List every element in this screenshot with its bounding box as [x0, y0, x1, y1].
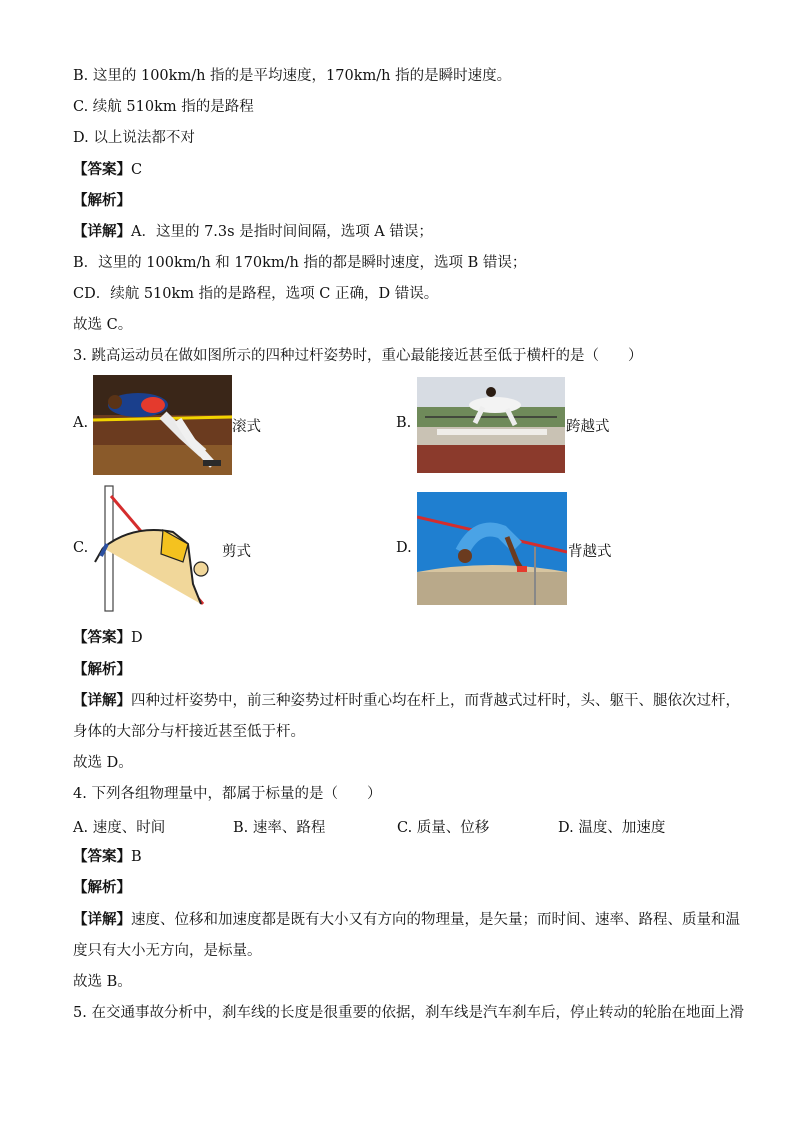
detail-text: 四种过杆姿势中，前三种姿势过杆时重心均在杆上，而背越式过杆时，头、躯干、腿依次过杆，	[131, 693, 740, 709]
scissors-style-drawing	[93, 484, 222, 613]
fosbury-flop-photo	[417, 492, 567, 605]
q3-option-c-caption: 剪式	[222, 544, 251, 560]
line-option-b: B. 这里的 100km/h 指的是平均速度，170km/h 指的是瞬时速度。	[73, 68, 512, 84]
q3-option-b-letter: B.	[396, 415, 412, 431]
conclusion-q3: 故选 D。	[73, 755, 133, 771]
q3-option-b-caption: 跨越式	[566, 419, 610, 435]
q3-option-d-caption: 背越式	[568, 544, 612, 560]
answer-line-q2	[73, 160, 142, 180]
detail-text: 速度、位移和加速度都是既有大小又有方向的物理量，是矢量；而时间、速率、路程、质量和温	[131, 912, 740, 928]
roll-style-photo	[93, 375, 232, 475]
detail-line-q2-cd: CD．续航 510km 指的是路程，选项 C 正确，D 错误。	[73, 286, 439, 302]
line-option-c: C. 续航 510km 指的是路程	[73, 99, 254, 115]
q4-option-a: A. 速度、时间	[73, 820, 166, 836]
question-5: 5. 在交通事故分析中，刹车线的长度是很重要的依据，刹车线是汽车刹车后，停止转动的轮胎在地面上滑	[73, 1005, 744, 1021]
question-3: 3. 跳高运动员在做如图所示的四种过杆姿势时，重心最能接近甚至低于横杆的是（ ）	[73, 348, 643, 364]
detail-line-q4-1	[73, 910, 740, 930]
conclusion-q4: 故选 B。	[73, 974, 132, 990]
answer-value: D	[131, 630, 143, 646]
q3-option-a-caption: 滚式	[232, 419, 261, 435]
detail-tag: 【详解】	[73, 692, 131, 709]
q3-option-a-letter: A.	[73, 415, 89, 431]
detail-line-q3-1	[73, 691, 740, 711]
detail-tag: 【详解】	[73, 223, 131, 240]
detail-text: A．这里的 7.3s 是指时间间隔，选项 A 错误；	[131, 224, 433, 240]
answer-line-q4	[73, 847, 142, 867]
analysis-tag-q2: 【解析】	[73, 192, 131, 209]
line-option-d: D. 以上说法都不对	[73, 130, 195, 146]
answer-line-q3	[73, 628, 143, 648]
analysis-tag-q4: 【解析】	[73, 879, 131, 896]
answer-tag: 【答案】	[73, 629, 131, 646]
q4-option-c: C. 质量、位移	[397, 820, 490, 836]
detail-line-q2-b: B．这里的 100km/h 和 170km/h 指的都是瞬时速度，选项 B 错误；	[73, 255, 527, 271]
detail-line-q4-2: 度只有大小无方向，是标量。	[73, 943, 262, 959]
answer-value: C	[131, 162, 143, 178]
detail-line-q3-2: 身体的大部分与杆接近甚至低于杆。	[73, 724, 305, 740]
question-4: 4. 下列各组物理量中，都属于标量的是（ ）	[73, 786, 382, 802]
detail-line-q2-a	[73, 222, 433, 242]
answer-tag: 【答案】	[73, 848, 131, 865]
q4-option-d: D. 温度、加速度	[558, 820, 666, 836]
conclusion-q2: 故选 C。	[73, 317, 133, 333]
straddle-style-photo	[417, 377, 565, 473]
answer-value: B	[131, 849, 142, 865]
q4-option-b: B. 速率、路程	[233, 820, 326, 836]
detail-tag: 【详解】	[73, 911, 131, 928]
analysis-tag-q3: 【解析】	[73, 661, 131, 678]
q3-option-d-letter: D.	[396, 540, 412, 556]
answer-tag: 【答案】	[73, 161, 131, 178]
q3-option-c-letter: C.	[73, 540, 89, 556]
